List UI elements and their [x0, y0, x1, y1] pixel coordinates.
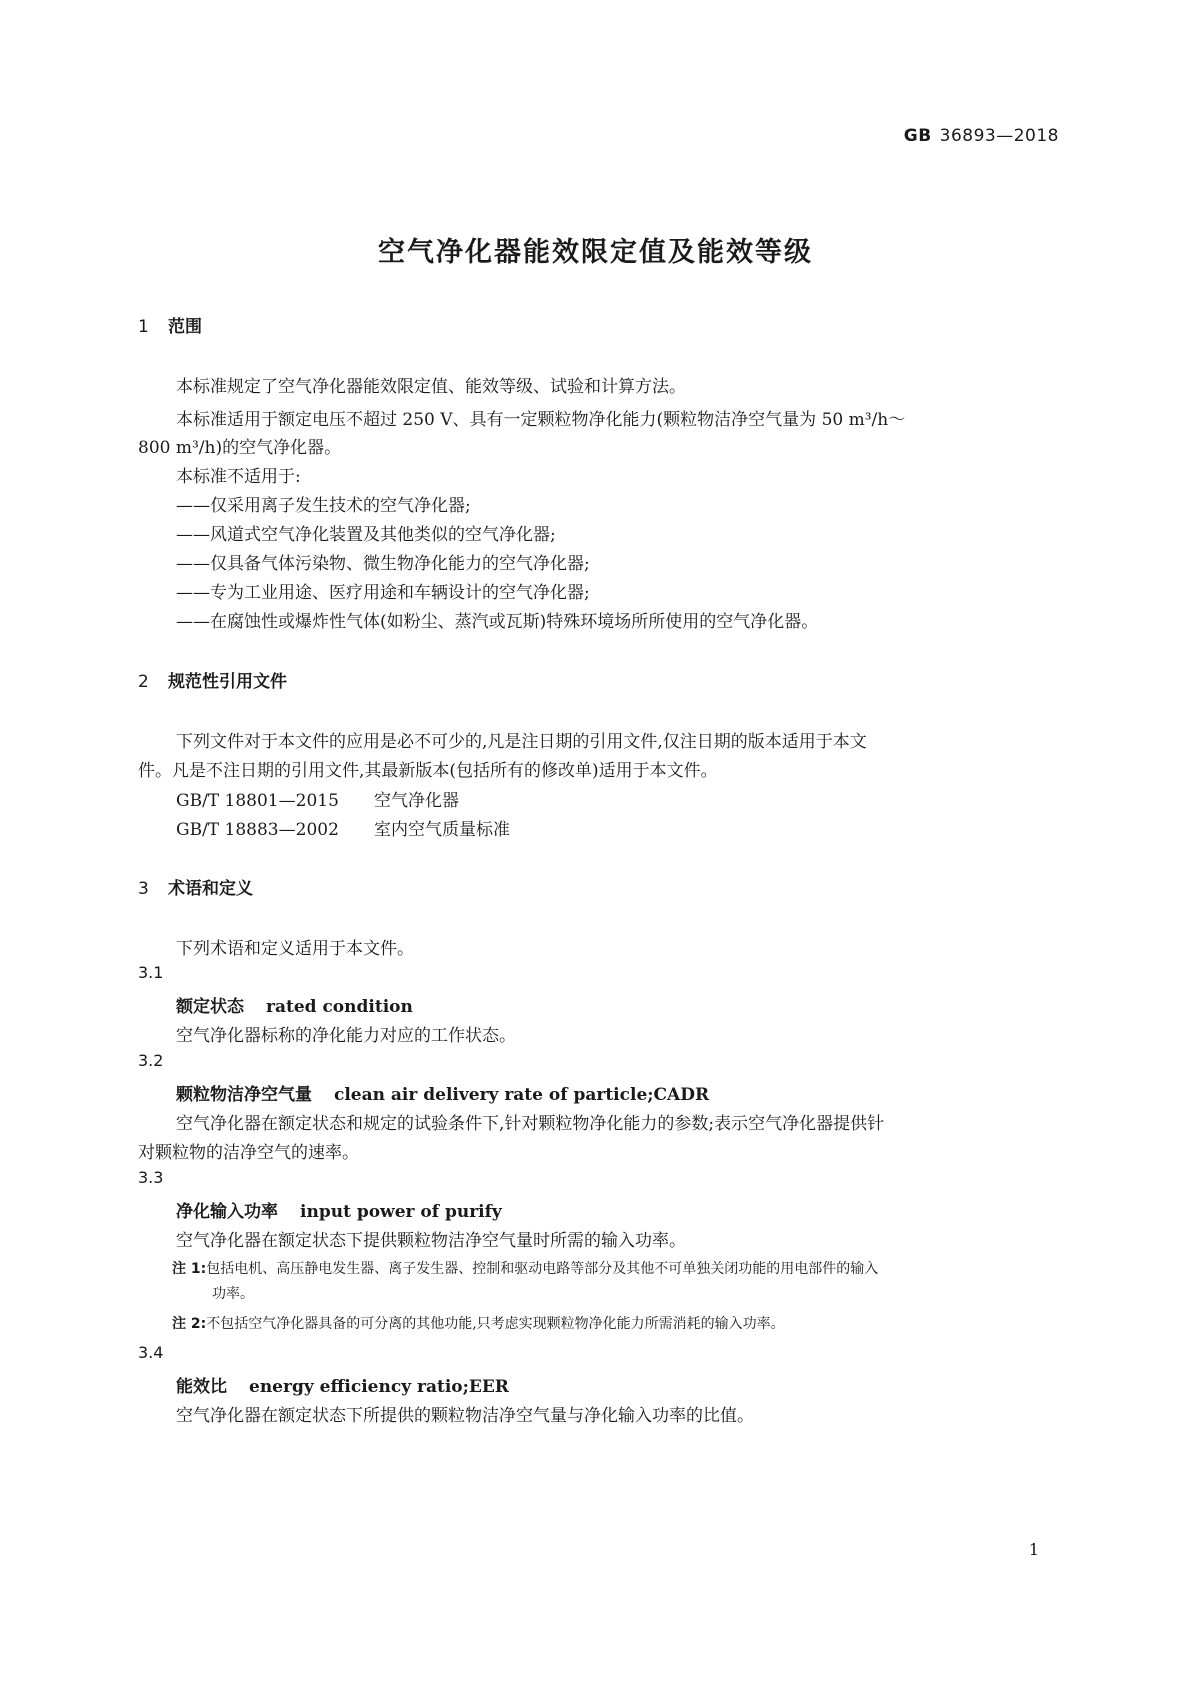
term-en: rated condition [266, 997, 413, 1017]
term-definition: 空气净化器在额定状态和规定的试验条件下,针对颗粒物净化能力的参数;表示空气净化器提供针 [176, 1114, 885, 1134]
section-1-heading [138, 312, 202, 337]
term-definition: 空气净化器标称的净化能力对应的工作状态。 [176, 1026, 516, 1046]
section-title: 规范性引用文件 [168, 672, 287, 692]
reference-name: 室内空气质量标准 [374, 820, 510, 840]
reference-code: GB/T 18801—2015 [176, 791, 339, 811]
term-heading [176, 1197, 502, 1222]
list-item: ——风道式空气净化装置及其他类似的空气净化器; [176, 525, 556, 545]
list-item: ——仅具备气体污染物、微生物净化能力的空气净化器; [176, 554, 590, 574]
term-number: 3.1 [138, 963, 164, 982]
note-label: 注 1: [172, 1261, 207, 1277]
section-number: 1 [138, 317, 149, 337]
term-heading [176, 992, 413, 1017]
term-zh: 额定状态 [176, 997, 244, 1017]
section-title: 术语和定义 [168, 879, 253, 899]
document-title: 空气净化器能效限定值及能效等级 [378, 237, 813, 268]
term-zh: 净化输入功率 [176, 1202, 278, 1222]
page-number: 1 [1028, 1540, 1039, 1559]
term-number: 3.4 [138, 1343, 164, 1362]
section-title: 范围 [168, 317, 202, 337]
paragraph: 本标准规定了空气净化器能效限定值、能效等级、试验和计算方法。 [176, 377, 686, 397]
term-definition-continuation: 对颗粒物的洁净空气的速率。 [138, 1143, 359, 1163]
reference-entry [176, 815, 510, 840]
paragraph-continuation: 件。凡是不注日期的引用文件,其最新版本(包括所有的修改单)适用于本文件。 [138, 761, 718, 781]
list-item: ——仅采用离子发生技术的空气净化器; [176, 496, 471, 516]
note-text: 不包括空气净化器具备的可分离的其他功能,只考虑实现颗粒物净化能力所需消耗的输入功率。 [206, 1316, 785, 1332]
paragraph: 本标准适用于额定电压不超过 250 V、具有一定颗粒物净化能力(颗粒物洁净空气量为 50 m³/h～ [176, 410, 906, 430]
section-2-heading [138, 667, 287, 692]
note-text: 包括电机、高压静电发生器、离子发生器、控制和驱动电路等部分及其他不可单独关闭功能的用电部件的输入 [206, 1261, 879, 1277]
paragraph: 下列文件对于本文件的应用是必不可少的,凡是注日期的引用文件,仅注日期的版本适用于本文 [176, 732, 867, 752]
reference-code: GB/T 18883—2002 [176, 820, 339, 840]
term-number: 3.3 [138, 1168, 164, 1187]
reference-name: 空气净化器 [374, 791, 459, 811]
paragraph: 下列术语和定义适用于本文件。 [176, 939, 414, 959]
term-definition: 空气净化器在额定状态下所提供的颗粒物洁净空气量与净化输入功率的比值。 [176, 1406, 754, 1426]
note-2 [172, 1313, 785, 1333]
standard-code [904, 126, 1059, 146]
note-1 [172, 1258, 878, 1278]
section-number: 2 [138, 672, 149, 692]
term-number: 3.2 [138, 1051, 164, 1070]
term-heading [176, 1372, 509, 1397]
list-item: ——专为工业用途、医疗用途和车辆设计的空气净化器; [176, 583, 590, 603]
term-definition: 空气净化器在额定状态下提供颗粒物洁净空气量时所需的输入功率。 [176, 1231, 686, 1251]
reference-entry [176, 786, 459, 811]
section-number: 3 [138, 879, 149, 899]
term-en: clean air delivery rate of particle;CADR [334, 1085, 710, 1105]
standard-prefix: GB [903, 126, 932, 146]
note-label: 注 2: [172, 1316, 207, 1332]
paragraph-continuation: 800 m³/h)的空气净化器。 [138, 438, 342, 458]
standard-number: 36893—2018 [939, 126, 1059, 146]
paragraph: 本标准不适用于: [176, 467, 301, 487]
list-item: ——在腐蚀性或爆炸性气体(如粉尘、蒸汽或瓦斯)特殊环境场所所使用的空气净化器。 [176, 612, 819, 632]
note-1-continuation: 功率。 [212, 1286, 254, 1302]
term-heading [176, 1080, 709, 1105]
term-en: input power of purify [300, 1202, 502, 1222]
term-zh: 颗粒物洁净空气量 [176, 1085, 312, 1105]
term-zh: 能效比 [176, 1377, 227, 1397]
section-3-heading [138, 874, 253, 899]
term-en: energy efficiency ratio;EER [249, 1377, 509, 1397]
